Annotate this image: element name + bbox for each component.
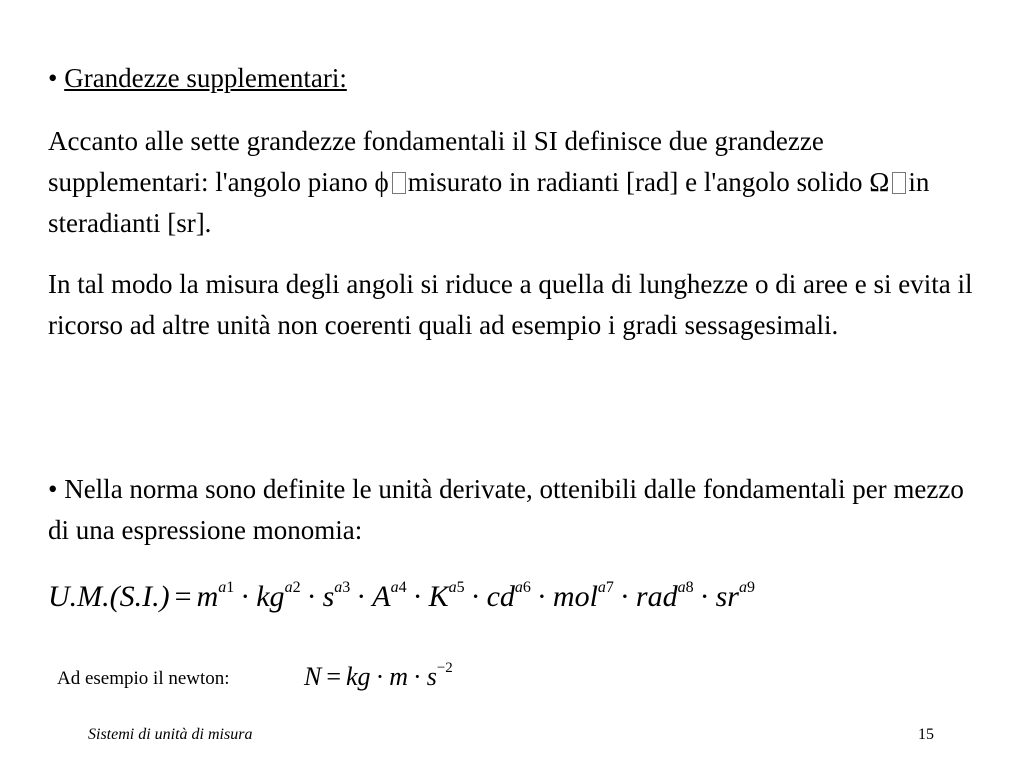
formula-lhs: U.M.(S.I.)	[48, 580, 170, 613]
exponent-variable: a	[390, 579, 399, 596]
missing-glyph-box	[892, 172, 906, 194]
heading-bullet: •	[48, 63, 58, 93]
formula-term-base: sr	[715, 580, 739, 613]
formula-dot: ·	[699, 580, 710, 613]
formula-terms	[197, 580, 755, 613]
formula-dot: ·	[356, 580, 367, 613]
exponent-variable: a	[514, 579, 523, 596]
paragraph-angles: In tal modo la misura degli angoli si riduce a quella di lunghezze o di aree e si evita il ricorso ad altre unità non coerenti quali ad esempio i gradi sessagesimali.	[48, 269, 973, 340]
paragraph1-part3: in steradianti [sr].	[48, 167, 930, 238]
exponent-variable: a	[597, 579, 606, 596]
exponent-variable: a	[448, 579, 457, 596]
formula-dot: ·	[470, 580, 481, 613]
formula-term-exponent	[739, 579, 755, 596]
heading-text: Grandezze supplementari:	[64, 63, 347, 93]
formula-term-base: cd	[486, 580, 515, 613]
example-label: Ad esempio il newton:	[57, 668, 230, 689]
exponent-index: 6	[522, 579, 531, 596]
newton-exponent: −2	[436, 660, 453, 676]
newton-term-kg: kg	[346, 662, 371, 691]
newton-dot: ·	[375, 662, 385, 691]
formula-dot: ·	[536, 580, 547, 613]
footer-title: Sistemi di unità di misura	[88, 726, 253, 743]
newton-term-m: m	[389, 662, 409, 691]
exponent-index: 7	[605, 579, 614, 596]
newton-formula	[304, 662, 453, 692]
formula-term-exponent	[285, 579, 301, 596]
formula-dot: ·	[306, 580, 317, 613]
formula-term-base: m	[196, 580, 219, 613]
exponent-index: 4	[398, 579, 407, 596]
exponent-variable: a	[738, 579, 747, 596]
exponent-index: 1	[226, 579, 235, 596]
exponent-index: 9	[746, 579, 755, 596]
exponent-variable: a	[284, 579, 293, 596]
paragraph-supplementary	[48, 121, 978, 244]
formula-term-base: mol	[552, 580, 598, 613]
formula-term-base: A	[372, 580, 391, 613]
formula-term-base: kg	[256, 580, 285, 613]
si-units-formula	[48, 580, 755, 614]
exponent-variable: a	[677, 579, 686, 596]
formula-term-exponent	[678, 579, 694, 596]
formula-term-exponent	[218, 579, 234, 596]
formula-term-base: s	[322, 580, 335, 613]
formula-term-exponent	[515, 579, 531, 596]
formula-dot: ·	[240, 580, 251, 613]
newton-term-s: s	[426, 662, 437, 691]
formula-term-exponent	[391, 579, 407, 596]
newton-equals: =	[326, 662, 342, 691]
missing-glyph-box	[392, 172, 406, 194]
paragraph1-part2: misurato in radianti [rad] e l'angolo solido	[407, 167, 870, 197]
paragraph1-part1: Accanto alle sette grandezze fondamentali il SI definisce due grandezze supplementari: l'angolo piano	[48, 126, 824, 197]
formula-term-exponent	[598, 579, 614, 596]
section-heading	[48, 58, 978, 99]
exponent-index: 2	[292, 579, 301, 596]
formula-term-base: rad	[635, 580, 678, 613]
formula-term-exponent	[334, 579, 350, 596]
exponent-index: 3	[342, 579, 351, 596]
exponent-index: 8	[685, 579, 694, 596]
exponent-variable: a	[218, 579, 227, 596]
formula-term-base: K	[428, 580, 449, 613]
formula-term-exponent	[449, 579, 465, 596]
newton-lhs: N	[304, 662, 322, 691]
formula-dot: ·	[412, 580, 423, 613]
omega-symbol: Ω	[869, 167, 890, 197]
exponent-index: 5	[456, 579, 465, 596]
page-number: 15	[918, 726, 934, 743]
paragraph-derived-units: • Nella norma sono definite le unità derivate, ottenibili dalle fondamentali per mezzo di una espressione monomia:	[48, 474, 964, 545]
formula-equals: =	[174, 580, 192, 613]
exponent-variable: a	[334, 579, 343, 596]
newton-dot: ·	[413, 662, 422, 691]
formula-dot: ·	[619, 580, 630, 613]
phi-symbol: ϕ	[374, 167, 389, 197]
